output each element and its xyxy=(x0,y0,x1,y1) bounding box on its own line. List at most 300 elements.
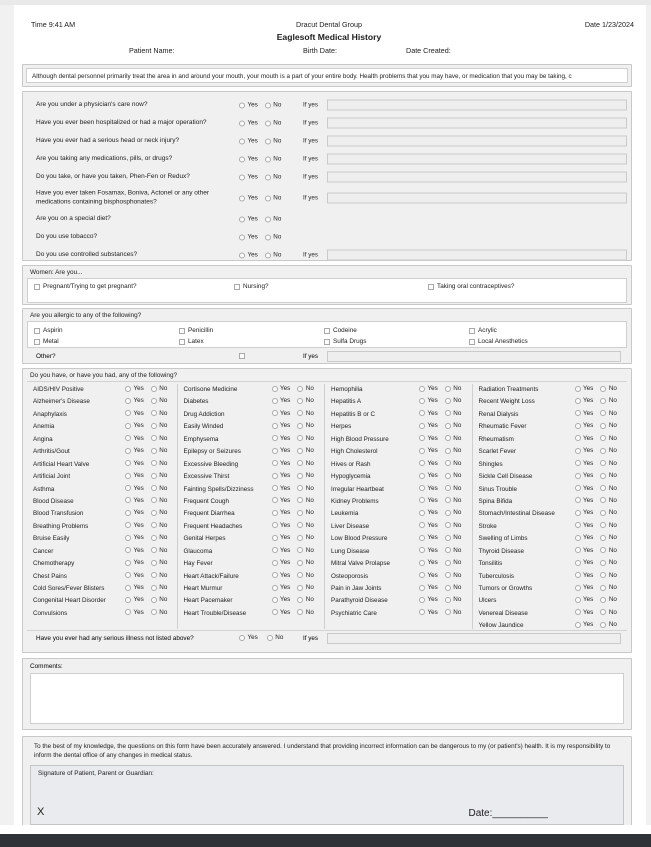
radio-label: Yes xyxy=(280,422,291,430)
condition-c3-12-yes-radio[interactable] xyxy=(419,534,438,541)
condition-c4-18-yes-radio[interactable] xyxy=(575,609,594,616)
question-radios xyxy=(239,252,281,259)
question-if-yes-label: If yes xyxy=(303,155,319,163)
condition-c2-5-no-radio[interactable] xyxy=(297,447,314,454)
condition-c4-13-no-radio[interactable] xyxy=(600,547,617,554)
condition-c3-18-no-radio[interactable] xyxy=(445,609,462,616)
condition-radios xyxy=(575,485,617,492)
radio-circle-icon xyxy=(239,156,245,162)
radio-circle-icon xyxy=(445,497,451,503)
radio-label: Yes xyxy=(583,422,594,430)
condition-c3-6-yes-radio[interactable] xyxy=(419,460,438,467)
radio-label: Yes xyxy=(133,434,144,442)
condition-c1-6-yes-radio[interactable] xyxy=(125,460,144,467)
radio-circle-icon xyxy=(600,485,606,491)
condition-c4-16-no-radio[interactable] xyxy=(600,584,617,591)
question-2-yes-radio[interactable] xyxy=(239,138,258,145)
question-0-no-radio[interactable] xyxy=(265,102,282,109)
radio-circle-icon xyxy=(297,410,303,416)
condition-row xyxy=(33,533,177,545)
condition-c3-10-no-radio[interactable] xyxy=(445,509,462,516)
condition-label: Heart Pacemaker xyxy=(183,597,233,605)
condition-label: Thyroid Disease xyxy=(478,547,525,555)
womens-option-0[interactable] xyxy=(34,283,234,290)
radio-circle-icon xyxy=(125,435,131,441)
condition-radios xyxy=(125,410,167,417)
condition-c1-16-yes-radio[interactable] xyxy=(125,584,144,591)
question-8-no-radio[interactable] xyxy=(265,252,282,259)
radio-circle-icon xyxy=(125,398,131,404)
radio-label: No xyxy=(275,634,284,641)
condition-c2-14-yes-radio[interactable] xyxy=(272,559,291,566)
condition-c3-1-no-radio[interactable] xyxy=(445,397,462,404)
condition-c2-3-yes-radio[interactable] xyxy=(272,422,291,429)
radio-label: Yes xyxy=(583,434,594,442)
condition-c3-5-yes-radio[interactable] xyxy=(419,447,438,454)
radio-label: Yes xyxy=(427,447,438,455)
condition-c2-6-yes-radio[interactable] xyxy=(272,460,291,467)
question-label: Have you ever taken Fosamax, Boniva, Actonel or any other medications containing bisphosphonates? xyxy=(36,189,210,205)
radio-label: Yes xyxy=(133,571,144,579)
condition-radios xyxy=(125,460,167,467)
condition-c2-18-yes-radio[interactable] xyxy=(272,609,291,616)
condition-c4-15-no-radio[interactable] xyxy=(600,572,617,579)
radio-circle-icon xyxy=(297,473,303,479)
radio-label: No xyxy=(159,472,168,480)
condition-c4-14-yes-radio[interactable] xyxy=(575,559,594,566)
condition-c1-5-yes-radio[interactable] xyxy=(125,447,144,454)
condition-row xyxy=(184,421,325,433)
radio-circle-icon xyxy=(272,410,278,416)
condition-c4-6-yes-radio[interactable] xyxy=(575,460,594,467)
question-8-yes-radio[interactable] xyxy=(239,252,258,259)
condition-c4-10-yes-radio[interactable] xyxy=(575,509,594,516)
condition-c4-1-no-radio[interactable] xyxy=(600,397,617,404)
radio-label: No xyxy=(608,546,617,554)
condition-c3-16-no-radio[interactable] xyxy=(445,584,462,591)
radio-label: Yes xyxy=(133,521,144,529)
condition-c4-9-yes-radio[interactable] xyxy=(575,497,594,504)
radio-label: No xyxy=(608,484,617,492)
question-3-no-radio[interactable] xyxy=(265,156,282,163)
radio-circle-icon xyxy=(272,485,278,491)
condition-c3-0-no-radio[interactable] xyxy=(445,385,462,392)
condition-c1-15-yes-radio[interactable] xyxy=(125,572,144,579)
checkbox-label: Taking oral contraceptives? xyxy=(437,283,515,290)
condition-c4-0-no-radio[interactable] xyxy=(600,385,617,392)
question-if-yes-input[interactable] xyxy=(327,250,627,261)
header-time: Time 9:41 AM xyxy=(31,20,76,29)
condition-c2-7-yes-radio[interactable] xyxy=(272,472,291,479)
condition-c2-12-yes-radio[interactable] xyxy=(272,534,291,541)
condition-c3-9-yes-radio[interactable] xyxy=(419,497,438,504)
radio-circle-icon xyxy=(600,497,606,503)
condition-c2-16-yes-radio[interactable] xyxy=(272,584,291,591)
condition-c3-7-no-radio[interactable] xyxy=(445,472,462,479)
question-4-yes-radio[interactable] xyxy=(239,174,258,181)
condition-c2-4-yes-radio[interactable] xyxy=(272,435,291,442)
question-if-yes-input[interactable] xyxy=(327,136,627,147)
condition-c2-8-no-radio[interactable] xyxy=(297,485,314,492)
radio-label: No xyxy=(453,571,462,579)
condition-c3-13-no-radio[interactable] xyxy=(445,547,462,554)
condition-label: Radiation Treatments xyxy=(478,386,539,393)
condition-c2-16-no-radio[interactable] xyxy=(297,584,314,591)
condition-c2-18-no-radio[interactable] xyxy=(297,609,314,616)
condition-radios xyxy=(419,547,461,554)
condition-c2-13-yes-radio[interactable] xyxy=(272,547,291,554)
condition-c4-3-yes-radio[interactable] xyxy=(575,422,594,429)
condition-c1-18-yes-radio[interactable] xyxy=(125,609,144,616)
condition-radios xyxy=(575,596,617,603)
allergy-option-0-2[interactable] xyxy=(324,327,469,334)
radio-circle-icon xyxy=(445,473,451,479)
condition-radios xyxy=(419,410,461,417)
condition-c4-18-no-radio[interactable] xyxy=(600,609,617,616)
condition-radios xyxy=(125,609,167,616)
allergy-option-1-1[interactable] xyxy=(179,338,324,345)
condition-c3-4-no-radio[interactable] xyxy=(445,435,462,442)
condition-c2-8-yes-radio[interactable] xyxy=(272,485,291,492)
condition-c2-12-no-radio[interactable] xyxy=(297,534,314,541)
condition-c3-1-yes-radio[interactable] xyxy=(419,397,438,404)
question-3-yes-radio[interactable] xyxy=(239,156,258,163)
condition-c3-5-no-radio[interactable] xyxy=(445,447,462,454)
condition-c1-4-yes-radio[interactable] xyxy=(125,435,144,442)
allergy-option-1-3[interactable] xyxy=(469,338,528,345)
condition-c4-14-no-radio[interactable] xyxy=(600,559,617,566)
radio-circle-icon xyxy=(265,195,271,201)
condition-row xyxy=(184,446,325,458)
condition-c2-17-no-radio[interactable] xyxy=(297,596,314,603)
condition-label: Angina xyxy=(33,435,53,443)
condition-c2-0-no-radio[interactable] xyxy=(297,385,314,392)
allergy-option-0-3[interactable] xyxy=(469,327,497,334)
question-if-yes-input[interactable] xyxy=(327,100,627,111)
condition-c1-13-yes-radio[interactable] xyxy=(125,547,144,554)
radio-circle-icon xyxy=(600,398,606,404)
condition-c2-0-yes-radio[interactable] xyxy=(272,385,291,392)
condition-c3-9-no-radio[interactable] xyxy=(445,497,462,504)
condition-c4-7-yes-radio[interactable] xyxy=(575,472,594,479)
health-questions-panel xyxy=(22,91,632,261)
condition-c1-18-no-radio[interactable] xyxy=(151,609,168,616)
condition-c2-6-no-radio[interactable] xyxy=(297,460,314,467)
question-4-no-radio[interactable] xyxy=(265,174,282,181)
condition-c2-2-yes-radio[interactable] xyxy=(272,410,291,417)
condition-row xyxy=(184,496,325,508)
question-2-no-radio[interactable] xyxy=(265,138,282,145)
radio-circle-icon xyxy=(600,448,606,454)
radio-label: No xyxy=(159,509,168,517)
allergy-option-1-2[interactable] xyxy=(324,338,469,345)
condition-row xyxy=(331,384,472,396)
condition-c4-19-yes-radio[interactable] xyxy=(575,621,594,628)
condition-c3-15-no-radio[interactable] xyxy=(445,572,462,579)
womens-option-2[interactable] xyxy=(428,283,514,290)
condition-c4-17-no-radio[interactable] xyxy=(600,596,617,603)
radio-circle-icon xyxy=(600,585,606,591)
condition-row xyxy=(479,583,627,595)
condition-c1-2-yes-radio[interactable] xyxy=(125,410,144,417)
condition-c1-8-no-radio[interactable] xyxy=(151,485,168,492)
serious-illness-input[interactable] xyxy=(327,633,621,644)
condition-c2-17-yes-radio[interactable] xyxy=(272,596,291,603)
question-1-yes-radio[interactable] xyxy=(239,120,258,127)
radio-circle-icon xyxy=(125,560,131,566)
condition-c1-5-no-radio[interactable] xyxy=(151,447,168,454)
condition-c3-15-yes-radio[interactable] xyxy=(419,572,438,579)
condition-c1-11-yes-radio[interactable] xyxy=(125,522,144,529)
radio-label: Yes xyxy=(133,447,144,455)
condition-c1-3-no-radio[interactable] xyxy=(151,422,168,429)
condition-row xyxy=(184,571,325,583)
condition-c4-4-yes-radio[interactable] xyxy=(575,435,594,442)
condition-c1-13-no-radio[interactable] xyxy=(151,547,168,554)
radio-label: No xyxy=(608,422,617,430)
condition-c2-14-no-radio[interactable] xyxy=(297,559,314,566)
condition-c1-16-no-radio[interactable] xyxy=(151,584,168,591)
radio-circle-icon xyxy=(575,560,581,566)
condition-c1-14-no-radio[interactable] xyxy=(151,559,168,566)
condition-c2-15-no-radio[interactable] xyxy=(297,572,314,579)
condition-row xyxy=(33,459,177,471)
condition-c3-0-yes-radio[interactable] xyxy=(419,385,438,392)
question-7-no-radio[interactable] xyxy=(265,234,282,241)
condition-c4-7-no-radio[interactable] xyxy=(600,472,617,479)
condition-c4-1-yes-radio[interactable] xyxy=(575,397,594,404)
condition-label: Spina Bifida xyxy=(478,497,513,505)
condition-c4-9-no-radio[interactable] xyxy=(600,497,617,504)
condition-c3-7-yes-radio[interactable] xyxy=(419,472,438,479)
condition-c2-9-no-radio[interactable] xyxy=(297,497,314,504)
condition-c2-13-no-radio[interactable] xyxy=(297,547,314,554)
serious-illness-no-radio[interactable] xyxy=(267,634,284,641)
condition-c4-13-yes-radio[interactable] xyxy=(575,547,594,554)
condition-row xyxy=(479,508,627,520)
condition-label: Kidney Problems xyxy=(331,497,379,505)
condition-c3-3-no-radio[interactable] xyxy=(445,422,462,429)
condition-c2-10-yes-radio[interactable] xyxy=(272,509,291,516)
checkbox-label: Sulfa Drugs xyxy=(333,338,367,345)
radio-circle-icon xyxy=(297,448,303,454)
condition-c3-8-no-radio[interactable] xyxy=(445,485,462,492)
condition-c3-18-yes-radio[interactable] xyxy=(419,609,438,616)
condition-c1-7-yes-radio[interactable] xyxy=(125,472,144,479)
condition-label: Cancer xyxy=(33,547,54,555)
condition-label: Blood Disease xyxy=(33,497,74,505)
radio-circle-icon xyxy=(600,597,606,603)
condition-label: Tonsilitis xyxy=(478,560,503,568)
condition-c2-5-yes-radio[interactable] xyxy=(272,447,291,454)
signature-box[interactable] xyxy=(30,765,624,825)
question-row xyxy=(27,114,627,132)
condition-c3-14-yes-radio[interactable] xyxy=(419,559,438,566)
condition-radios xyxy=(419,522,461,529)
radio-label: No xyxy=(159,596,168,604)
condition-label: Excessive Thirst xyxy=(183,473,230,481)
radio-circle-icon xyxy=(575,622,581,628)
condition-c4-3-no-radio[interactable] xyxy=(600,422,617,429)
question-7-yes-radio[interactable] xyxy=(239,234,258,241)
condition-c4-12-yes-radio[interactable] xyxy=(575,534,594,541)
radio-label: Yes xyxy=(133,608,144,616)
allergy-option-0-0[interactable] xyxy=(34,327,179,334)
condition-row xyxy=(479,384,627,396)
radio-label: Yes xyxy=(247,215,258,223)
condition-c3-11-yes-radio[interactable] xyxy=(419,522,438,529)
condition-c3-16-yes-radio[interactable] xyxy=(419,584,438,591)
condition-c1-17-yes-radio[interactable] xyxy=(125,596,144,603)
question-radios xyxy=(239,138,281,145)
question-if-yes-input[interactable] xyxy=(327,118,627,129)
condition-row xyxy=(331,521,472,533)
condition-c4-19-no-radio[interactable] xyxy=(600,621,617,628)
condition-c1-11-no-radio[interactable] xyxy=(151,522,168,529)
allergy-other-input[interactable] xyxy=(327,351,621,362)
condition-c1-4-no-radio[interactable] xyxy=(151,435,168,442)
question-if-yes-input[interactable] xyxy=(327,154,627,165)
condition-c1-9-yes-radio[interactable] xyxy=(125,497,144,504)
allergy-other-checkbox[interactable] xyxy=(239,353,245,359)
condition-c2-11-yes-radio[interactable] xyxy=(272,522,291,529)
condition-radios xyxy=(419,435,461,442)
allergy-option-1-0[interactable] xyxy=(34,338,179,345)
condition-c1-1-yes-radio[interactable] xyxy=(125,397,144,404)
condition-c1-12-no-radio[interactable] xyxy=(151,534,168,541)
checkbox-icon xyxy=(469,339,475,345)
condition-c1-10-yes-radio[interactable] xyxy=(125,509,144,516)
radio-label: Yes xyxy=(583,496,594,504)
condition-c3-17-no-radio[interactable] xyxy=(445,596,462,603)
condition-c3-2-yes-radio[interactable] xyxy=(419,410,438,417)
condition-c4-11-yes-radio[interactable] xyxy=(575,522,594,529)
radio-circle-icon xyxy=(600,423,606,429)
question-6-yes-radio[interactable] xyxy=(239,216,258,223)
condition-c1-6-no-radio[interactable] xyxy=(151,460,168,467)
condition-c3-6-no-radio[interactable] xyxy=(445,460,462,467)
condition-c3-17-yes-radio[interactable] xyxy=(419,596,438,603)
condition-c1-0-no-radio[interactable] xyxy=(151,385,168,392)
condition-c4-8-yes-radio[interactable] xyxy=(575,485,594,492)
condition-c4-15-yes-radio[interactable] xyxy=(575,572,594,579)
condition-c1-10-no-radio[interactable] xyxy=(151,509,168,516)
radio-circle-icon xyxy=(600,460,606,466)
condition-c1-7-no-radio[interactable] xyxy=(151,472,168,479)
condition-c1-12-yes-radio[interactable] xyxy=(125,534,144,541)
condition-c2-3-no-radio[interactable] xyxy=(297,422,314,429)
condition-c1-9-no-radio[interactable] xyxy=(151,497,168,504)
condition-c4-10-no-radio[interactable] xyxy=(600,509,617,516)
condition-c1-17-no-radio[interactable] xyxy=(151,596,168,603)
condition-row xyxy=(331,459,472,471)
condition-c1-1-no-radio[interactable] xyxy=(151,397,168,404)
condition-radios xyxy=(125,559,167,566)
condition-c4-16-yes-radio[interactable] xyxy=(575,584,594,591)
condition-c2-4-no-radio[interactable] xyxy=(297,435,314,442)
radio-label: Yes xyxy=(583,546,594,554)
condition-c4-5-no-radio[interactable] xyxy=(600,447,617,454)
question-if-yes-input[interactable] xyxy=(327,172,627,183)
condition-row xyxy=(33,608,177,620)
radio-label: Yes xyxy=(280,559,291,567)
condition-radios xyxy=(272,572,314,579)
radio-circle-icon xyxy=(419,535,425,541)
condition-c2-1-yes-radio[interactable] xyxy=(272,397,291,404)
condition-c4-5-yes-radio[interactable] xyxy=(575,447,594,454)
radio-circle-icon xyxy=(445,423,451,429)
condition-c3-4-yes-radio[interactable] xyxy=(419,435,438,442)
allergies-panel xyxy=(22,308,632,364)
condition-c4-2-no-radio[interactable] xyxy=(600,410,617,417)
question-0-yes-radio[interactable] xyxy=(239,102,258,109)
radio-label: Yes xyxy=(427,596,438,604)
condition-c2-15-yes-radio[interactable] xyxy=(272,572,291,579)
condition-c2-1-no-radio[interactable] xyxy=(297,397,314,404)
condition-c2-9-yes-radio[interactable] xyxy=(272,497,291,504)
condition-c3-10-yes-radio[interactable] xyxy=(419,509,438,516)
comments-textarea[interactable] xyxy=(30,673,624,724)
condition-c4-17-yes-radio[interactable] xyxy=(575,596,594,603)
condition-c1-8-yes-radio[interactable] xyxy=(125,485,144,492)
serious-illness-yes-radio[interactable] xyxy=(239,634,258,641)
question-label: Do you take, or have you taken, Phen-Fen or Redux? xyxy=(36,172,190,180)
question-if-yes-label: If yes xyxy=(303,137,319,145)
condition-c1-14-yes-radio[interactable] xyxy=(125,559,144,566)
condition-c3-2-no-radio[interactable] xyxy=(445,410,462,417)
condition-radios xyxy=(272,447,314,454)
condition-row xyxy=(184,595,325,607)
question-5-yes-radio[interactable] xyxy=(239,195,258,202)
radio-circle-icon xyxy=(575,423,581,429)
radio-label: No xyxy=(608,571,617,579)
question-6-no-radio[interactable] xyxy=(265,216,282,223)
condition-c3-13-yes-radio[interactable] xyxy=(419,547,438,554)
radio-label: Yes xyxy=(133,484,144,492)
condition-c3-12-no-radio[interactable] xyxy=(445,534,462,541)
question-1-no-radio[interactable] xyxy=(265,120,282,127)
condition-c3-3-yes-radio[interactable] xyxy=(419,422,438,429)
condition-c3-8-yes-radio[interactable] xyxy=(419,485,438,492)
condition-c2-2-no-radio[interactable] xyxy=(297,410,314,417)
condition-c4-12-no-radio[interactable] xyxy=(600,534,617,541)
radio-circle-icon xyxy=(151,560,157,566)
womens-option-1[interactable] xyxy=(234,283,428,290)
condition-c4-11-no-radio[interactable] xyxy=(600,522,617,529)
condition-c4-6-no-radio[interactable] xyxy=(600,460,617,467)
condition-c4-0-yes-radio[interactable] xyxy=(575,385,594,392)
radio-circle-icon xyxy=(125,386,131,392)
question-if-yes-label: If yes xyxy=(303,101,319,109)
condition-c3-14-no-radio[interactable] xyxy=(445,559,462,566)
condition-c4-8-no-radio[interactable] xyxy=(600,485,617,492)
allergy-row xyxy=(34,325,626,336)
condition-c2-7-no-radio[interactable] xyxy=(297,472,314,479)
condition-c1-3-yes-radio[interactable] xyxy=(125,422,144,429)
condition-c1-0-yes-radio[interactable] xyxy=(125,385,144,392)
condition-c4-2-yes-radio[interactable] xyxy=(575,410,594,417)
condition-c1-2-no-radio[interactable] xyxy=(151,410,168,417)
condition-c1-15-no-radio[interactable] xyxy=(151,572,168,579)
allergy-option-0-1[interactable] xyxy=(179,327,324,334)
condition-c2-10-no-radio[interactable] xyxy=(297,509,314,516)
condition-c4-4-no-radio[interactable] xyxy=(600,435,617,442)
radio-circle-icon xyxy=(297,510,303,516)
condition-c2-11-no-radio[interactable] xyxy=(297,522,314,529)
question-if-yes-input[interactable] xyxy=(327,193,627,204)
question-5-no-radio[interactable] xyxy=(265,195,282,202)
condition-c3-11-no-radio[interactable] xyxy=(445,522,462,529)
